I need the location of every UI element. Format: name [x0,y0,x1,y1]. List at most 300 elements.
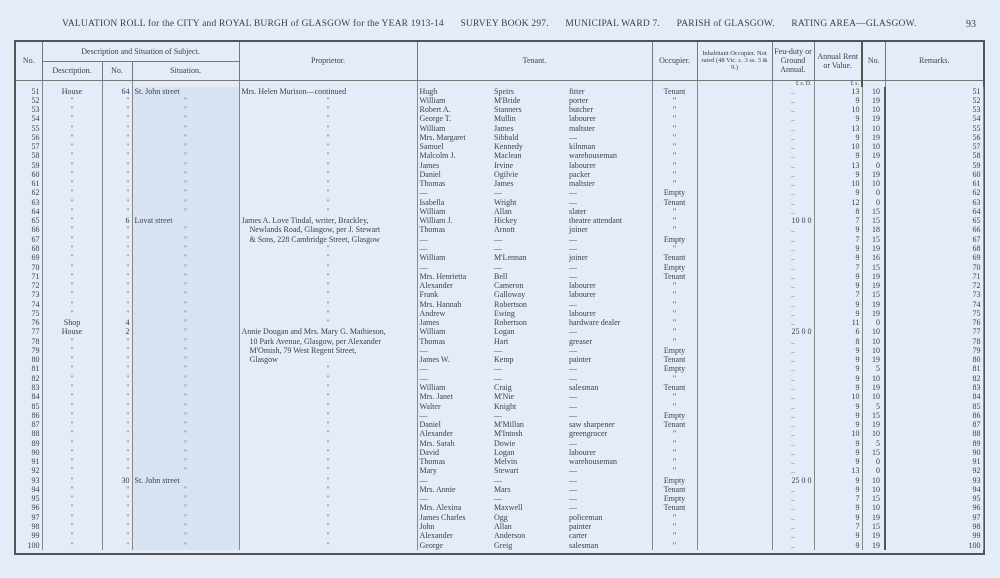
description: " [42,253,102,262]
description: " [42,374,102,383]
row-number: 74 [31,299,40,309]
occupier: " [652,466,697,475]
tenant-first-name: Alexander [417,281,492,290]
proprietor: " [239,309,417,318]
table-row [16,179,983,188]
description: " [42,198,102,207]
house-number: " [102,355,132,364]
tenant-occupation: maltster [569,179,595,189]
rent-pounds: 9 [814,170,862,179]
inhabitant-occupier [697,364,772,373]
feu-duty: .. [772,87,814,96]
tenant-occupation: joiner [569,253,588,263]
rent-shillings: 19 [862,151,885,160]
rent-shillings: 0 [862,161,885,170]
inhabitant-occupier [697,161,772,170]
tenant-first-name: — [417,476,492,485]
tenant-surname: — [494,188,502,198]
description: House [42,327,102,336]
tenant-occupation: butcher [569,105,593,115]
rent-pounds: 9 [814,541,862,550]
tenant-occupation: — [569,364,577,374]
house-number: " [102,541,132,550]
tenant-surname: M'Lennan [494,253,527,263]
feu-duty: .. [772,235,814,244]
tenant-surname: Allan [494,521,512,531]
situation: " [132,392,239,401]
rent-shillings: 19 [862,272,885,281]
description: " [42,429,102,438]
description: " [42,161,102,170]
description: " [42,272,102,281]
rent-pounds: 9 [814,300,862,309]
proprietor: " [239,318,417,327]
occupier: Empty [652,188,697,197]
occupier: " [652,151,697,160]
tenant-first-name: William [417,327,492,336]
table-row [16,429,983,438]
rent-shillings: 10 [862,392,885,401]
table-row [16,522,983,531]
header-annual-rent: Annual Rent or Value. [814,42,862,80]
tenant-first-name: Isabella [417,198,492,207]
proprietor: " [239,503,417,512]
proprietor: " [239,457,417,466]
tenant-surname: Knight [494,401,517,411]
tenant-first-name: Mrs. Hannah [417,300,492,309]
proprietor: " [239,494,417,503]
proprietor: " [239,448,417,457]
header-tenant: Tenant. [417,42,652,80]
feu-duty: .. [772,96,814,105]
row-number: 83 [31,383,40,392]
occupier: " [652,207,697,216]
tenant-surname: Arnott [494,225,515,235]
proprietor: 10 Park Avenue, Glasgow, per Alexander [239,337,417,346]
proprietor: " [239,272,417,281]
situation: " [132,281,239,290]
table-row [16,466,983,475]
description: " [42,439,102,448]
house-number: " [102,364,132,373]
table-row [16,513,983,522]
proprietor: " [239,170,417,179]
tenant-first-name: — [417,411,492,420]
valuation-roll-table [14,40,985,555]
row-number-right: 67 [885,235,983,244]
occupier: " [652,439,697,448]
inhabitant-occupier [697,142,772,151]
tenant-occupation: hardware dealer [569,318,621,328]
proprietor: " [239,392,417,401]
tenant-occupation: labourer [569,447,596,457]
tenant-surname: Dowie [494,438,516,448]
rent-pounds: 12 [814,198,862,207]
feu-duty: 25 0 0 [772,327,814,336]
rent-pounds: 9 [814,346,862,355]
tenant-surname: James [494,123,514,133]
proprietor: " [239,207,417,216]
inhabitant-occupier [697,114,772,123]
row-number-right: 53 [885,105,983,114]
table-row [16,105,983,114]
row-number-right: 74 [885,300,983,309]
tenant-first-name: James [417,161,492,170]
house-number: " [102,411,132,420]
inhabitant-occupier [697,466,772,475]
house-number: " [102,235,132,244]
feu-duty: .. [772,290,814,299]
tenant-first-name: William J. [417,216,492,225]
situation: " [132,503,239,512]
rent-shillings: 18 [862,225,885,234]
description: " [42,522,102,531]
rent-pounds: 7 [814,290,862,299]
description: " [42,124,102,133]
feu-duty: .. [772,272,814,281]
header-situation: Situation. [132,61,239,80]
situation: St. John street [132,87,239,96]
title-survey-book: SURVEY BOOK 297. [460,19,549,29]
tenant-first-name: Mrs. Janet [417,392,492,401]
header-no-right: No. [862,42,885,80]
rent-pounds: 8 [814,207,862,216]
situation: " [132,235,239,244]
row-number-right: 77 [885,327,983,336]
proprietor: Mrs. Helen Murison—continued [239,87,417,96]
rent-pounds: 9 [814,244,862,253]
table-row [16,448,983,457]
situation: " [132,420,239,429]
tenant-surname: Stanners [494,105,522,115]
feu-duty: .. [772,392,814,401]
row-number: 77 [31,327,40,337]
description: " [42,96,102,105]
tenant-first-name: Andrew [417,309,492,318]
rent-shillings: 19 [862,513,885,522]
house-number: " [102,457,132,466]
rent-pounds: 9 [814,383,862,392]
row-number-right: 63 [885,198,983,207]
rent-shillings: 15 [862,494,885,503]
row-number-right: 59 [885,161,983,170]
rent-shillings: 10 [862,179,885,188]
tenant-occupation: — [569,188,577,198]
house-number: 4 [102,318,132,327]
rent-pounds: 7 [814,235,862,244]
description: " [42,531,102,540]
tenant-surname: M'Nie [494,392,515,402]
table-row [16,170,983,179]
occupier: " [652,216,697,225]
row-number-right: 95 [885,494,983,503]
feu-duty: .. [772,457,814,466]
proprietor: " [239,300,417,309]
proprietor: " [239,198,417,207]
row-number: 93 [31,475,40,485]
description: " [42,411,102,420]
description: " [42,170,102,179]
row-number-right: 87 [885,420,983,429]
feu-duty: .. [772,188,814,197]
situation: " [132,272,239,281]
header-number: No. [102,61,132,80]
occupier: " [652,541,697,550]
situation: " [132,494,239,503]
tenant-surname: Logan [494,327,515,337]
feu-duty: .. [772,198,814,207]
tenant-surname: — [494,410,502,420]
tenant-first-name: Thomas [417,337,492,346]
row-number-right: 54 [885,114,983,123]
situation: " [132,133,239,142]
occupier: " [652,402,697,411]
tenant-surname: Craig [494,383,512,392]
row-number: 57 [31,142,40,152]
rent-shillings: 19 [862,114,885,123]
table-row [16,402,983,411]
situation: " [132,411,239,420]
row-number: 76 [31,318,40,328]
tenant-occupation: maltster [569,123,595,133]
tenant-surname: James [494,179,514,189]
row-number: 65 [31,216,40,226]
tenant-surname: Hart [494,336,509,346]
title-ward: MUNICIPAL WARD 7. [565,19,661,29]
house-number: " [102,383,132,392]
rent-pounds: 13 [814,161,862,170]
rent-pounds: 13 [814,124,862,133]
description: " [42,476,102,485]
rent-pounds: 7 [814,522,862,531]
situation: " [132,105,239,114]
feu-duty: .. [772,170,814,179]
feu-duty: .. [772,439,814,448]
feu-duty: .. [772,513,814,522]
house-number: " [102,346,132,355]
description: " [42,392,102,401]
table-row [16,355,983,364]
situation: " [132,522,239,531]
proprietor: " [239,281,417,290]
feu-duty: .. [772,133,814,142]
house-number: " [102,114,132,123]
situation: " [132,485,239,494]
tenant-first-name: Hugh [417,87,492,96]
description: " [42,309,102,318]
tenant-occupation: painter [569,355,592,365]
feu-duty: 25 0 0 [772,476,814,485]
row-number-right: 84 [885,392,983,401]
inhabitant-occupier [697,448,772,457]
row-number: 92 [31,466,40,476]
row-number: 71 [31,271,40,281]
occupier: Empty [652,235,697,244]
row-number-right: 68 [885,244,983,253]
tenant-surname: Maxwell [494,503,523,513]
occupier: " [652,429,697,438]
row-number-right: 62 [885,188,983,197]
tenant-occupation: — [569,401,577,411]
occupier: " [652,522,697,531]
rent-pounds: 9 [814,281,862,290]
tenant-occupation: warehouseman [569,457,617,467]
house-number: " [102,503,132,512]
situation: " [132,207,239,216]
table-row [16,281,983,290]
rent-shillings: 19 [862,96,885,105]
situation: " [132,439,239,448]
tenant-occupation: — [569,345,577,355]
occupier: " [652,281,697,290]
feu-duty: .. [772,114,814,123]
tenant-first-name: Mrs. Alexina [417,503,492,512]
title-parish: PARISH of GLASGOW. [676,19,775,29]
table-row [16,114,983,123]
tenant-first-name: — [417,263,492,272]
row-number: 64 [31,206,40,216]
row-number: 54 [31,114,40,124]
feu-duty: .. [772,151,814,160]
row-number-right: 57 [885,142,983,151]
tenant-occupation: labourer [569,290,596,300]
rent-shillings: 15 [862,216,885,225]
tenant-first-name: James Charles [417,513,492,522]
tenant-surname: — [494,364,502,374]
header-description: Description. [42,61,102,80]
tenant-surname: Mullin [494,114,516,124]
occupier: " [652,337,697,346]
header-occupier: Occupier. [652,42,697,80]
rent-shillings: 15 [862,235,885,244]
description: " [42,225,102,234]
house-number: " [102,466,132,475]
tenant-first-name: David [417,448,492,457]
rent-shillings: 0 [862,457,885,466]
situation: Lovat street [132,216,239,225]
inhabitant-occupier [697,494,772,503]
tenant-first-name: — [417,188,492,197]
table-row [16,531,983,540]
inhabitant-occupier [697,374,772,383]
proprietor: " [239,541,417,550]
tenant-occupation: labourer [569,308,596,318]
house-number: " [102,179,132,188]
feu-duty: .. [772,364,814,373]
rent-shillings: 19 [862,244,885,253]
inhabitant-occupier [697,179,772,188]
rent-pounds: 7 [814,263,862,272]
occupier: " [652,124,697,133]
rent-shillings: 10 [862,503,885,512]
rent-shillings: 5 [862,402,885,411]
description: " [42,105,102,114]
table-row [16,290,983,299]
tenant-occupation: labourer [569,281,596,291]
description: " [42,541,102,550]
occupier: " [652,327,697,336]
house-number: " [102,494,132,503]
table-row [16,235,983,244]
situation: " [132,151,239,160]
table-row [16,263,983,272]
inhabitant-occupier [697,281,772,290]
tenant-occupation: — [569,234,577,244]
description: " [42,207,102,216]
inhabitant-occupier [697,429,772,438]
situation: " [132,346,239,355]
row-number-right: 51 [885,87,983,96]
rent-shillings: 15 [862,207,885,216]
tenant-surname: Robertson [494,299,527,309]
page-number: 93 [966,19,976,30]
row-number-right: 55 [885,124,983,133]
inhabitant-occupier [697,513,772,522]
tenant-surname: Ewing [494,308,515,318]
tenant-surname: — [494,345,502,355]
row-number-right: 80 [885,355,983,364]
description: " [42,457,102,466]
tenant-occupation: greaser [569,336,593,346]
row-number: 67 [31,234,40,244]
house-number: " [102,374,132,383]
rent-shillings: 19 [862,541,885,550]
situation: " [132,364,239,373]
rent-pounds: 9 [814,513,862,522]
tenant-first-name: Thomas [417,457,492,466]
house-number: " [102,142,132,151]
rent-pounds: 13 [814,87,862,96]
rent-shillings: 0 [862,188,885,197]
inhabitant-occupier [697,105,772,114]
tenant-occupation: joiner [569,225,588,235]
situation: " [132,161,239,170]
tenant-occupation: — [569,503,577,513]
row-number: 52 [31,95,40,105]
proprietor: " [239,161,417,170]
proprietor: " [239,133,417,142]
proprietor: " [239,124,417,133]
row-number-right: 91 [885,457,983,466]
rent-pounds: 9 [814,402,862,411]
header-feu-duty: Feu-duty or Ground Annual. [772,42,814,80]
house-number: 6 [102,216,132,225]
rent-pounds: 9 [814,96,862,105]
description: " [42,485,102,494]
proprietor: " [239,114,417,123]
row-number: 84 [31,392,40,402]
situation: " [132,290,239,299]
inhabitant-occupier [697,151,772,160]
tenant-occupation: — [569,392,577,402]
rent-shillings: 19 [862,133,885,142]
rent-shillings: 10 [862,346,885,355]
house-number: 64 [102,87,132,96]
header-proprietor: Proprietor. [239,42,417,80]
house-number: " [102,170,132,179]
occupier: " [652,448,697,457]
tenant-first-name: Mrs. Margaret [417,133,492,142]
proprietor: " [239,151,417,160]
row-number: 85 [31,401,40,411]
rent-pounds: 9 [814,114,862,123]
inhabitant-occupier [697,541,772,550]
rent-pounds: 10 [814,105,862,114]
house-number: " [102,522,132,531]
feu-duty: .. [772,263,814,272]
rent-pounds: 9 [814,503,862,512]
house-number: " [102,151,132,160]
